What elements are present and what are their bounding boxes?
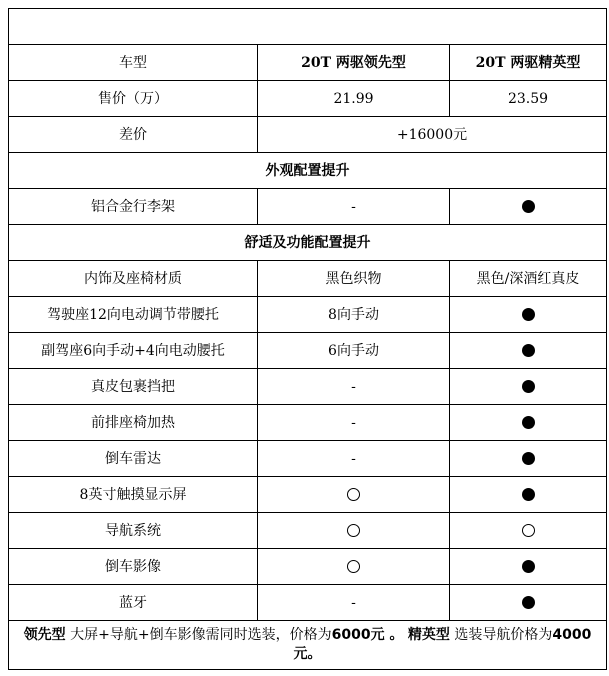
filled-circle-icon — [522, 380, 535, 393]
note-part: 4000元。 — [293, 627, 592, 662]
header-row — [9, 45, 607, 81]
note-part: 领先型 — [23, 627, 66, 643]
model-a-value: - — [258, 441, 450, 477]
feature-label: 倒车影像 — [9, 549, 258, 585]
open-circle-icon — [347, 560, 360, 573]
model-b-value — [450, 513, 607, 549]
price-row — [9, 81, 607, 117]
filled-circle-icon — [522, 344, 535, 357]
section-title-row — [9, 225, 607, 261]
diff-value: +16000元 — [258, 117, 607, 153]
feature-label: 内饰及座椅材质 — [9, 261, 258, 297]
model-b-value — [450, 405, 607, 441]
section-title: 舒适及功能配置提升 — [9, 225, 607, 261]
table-row — [9, 261, 607, 297]
model-b-value — [450, 369, 607, 405]
note-part: 大屏+导航+倒车影像需同时选装，价格为 — [65, 627, 332, 643]
feature-label: 倒车雷达 — [9, 441, 258, 477]
table-row — [9, 297, 607, 333]
model-a-value: - — [258, 369, 450, 405]
table-row — [9, 333, 607, 369]
table-row — [9, 477, 607, 513]
model-a-value: 8向手动 — [258, 297, 450, 333]
open-circle-icon — [347, 524, 360, 537]
price-label: 售价（万） — [9, 81, 258, 117]
filled-circle-icon — [522, 560, 535, 573]
note-part: 精英型 — [407, 627, 450, 643]
table-row — [9, 405, 607, 441]
filled-circle-icon — [522, 308, 535, 321]
model-a-value — [258, 549, 450, 585]
note-part: 6000元 。 — [331, 627, 404, 643]
model-a-value: - — [258, 189, 450, 225]
diff-label: 差价 — [9, 117, 258, 153]
feature-label: 驾驶座12向电动调节带腰托 — [9, 297, 258, 333]
filled-circle-icon — [522, 416, 535, 429]
model-b-value — [450, 189, 607, 225]
table-row — [9, 513, 607, 549]
model-b-value — [450, 549, 607, 585]
table-row — [9, 585, 607, 621]
filled-circle-icon — [522, 488, 535, 501]
price-b: 23.59 — [450, 81, 607, 117]
feature-label: 导航系统 — [9, 513, 258, 549]
table-row — [9, 549, 607, 585]
feature-label: 8英寸触摸显示屏 — [9, 477, 258, 513]
filled-circle-icon — [522, 596, 535, 609]
model-b-value — [450, 297, 607, 333]
model-b-value — [450, 333, 607, 369]
feature-label: 铝合金行李架 — [9, 189, 258, 225]
feature-label: 蓝牙 — [9, 585, 258, 621]
filled-circle-icon — [522, 200, 535, 213]
model-a-value: 6向手动 — [258, 333, 450, 369]
model-a-name: 20T 两驱领先型 — [258, 45, 450, 81]
price-a: 21.99 — [258, 81, 450, 117]
model-b-value — [450, 585, 607, 621]
open-circle-icon — [347, 488, 360, 501]
feature-label: 真皮包裹挡把 — [9, 369, 258, 405]
feature-label: 副驾座6向手动+4向电动腰托 — [9, 333, 258, 369]
model-b-value — [450, 441, 607, 477]
note-part: 选装导航价格为 — [449, 627, 553, 643]
note-row — [9, 621, 607, 670]
open-circle-icon — [522, 524, 535, 537]
model-b-value — [450, 477, 607, 513]
table-row — [9, 369, 607, 405]
model-a-value — [258, 513, 450, 549]
table-row — [9, 441, 607, 477]
section-title: 外观配置提升 — [9, 153, 607, 189]
note-text — [9, 621, 607, 670]
table-title-row — [9, 9, 607, 45]
model-a-value: - — [258, 405, 450, 441]
model-a-value: - — [258, 585, 450, 621]
diff-row — [9, 117, 607, 153]
feature-label: 前排座椅加热 — [9, 405, 258, 441]
filled-circle-icon — [522, 452, 535, 465]
section-title-row — [9, 153, 607, 189]
comparison-table — [8, 8, 607, 670]
table-title — [9, 9, 607, 45]
model-b-value: 黑色/深酒红真皮 — [450, 261, 607, 297]
model-a-value: 黑色织物 — [258, 261, 450, 297]
header-label: 车型 — [9, 45, 258, 81]
model-a-value — [258, 477, 450, 513]
table-row — [9, 189, 607, 225]
model-b-name: 20T 两驱精英型 — [450, 45, 607, 81]
